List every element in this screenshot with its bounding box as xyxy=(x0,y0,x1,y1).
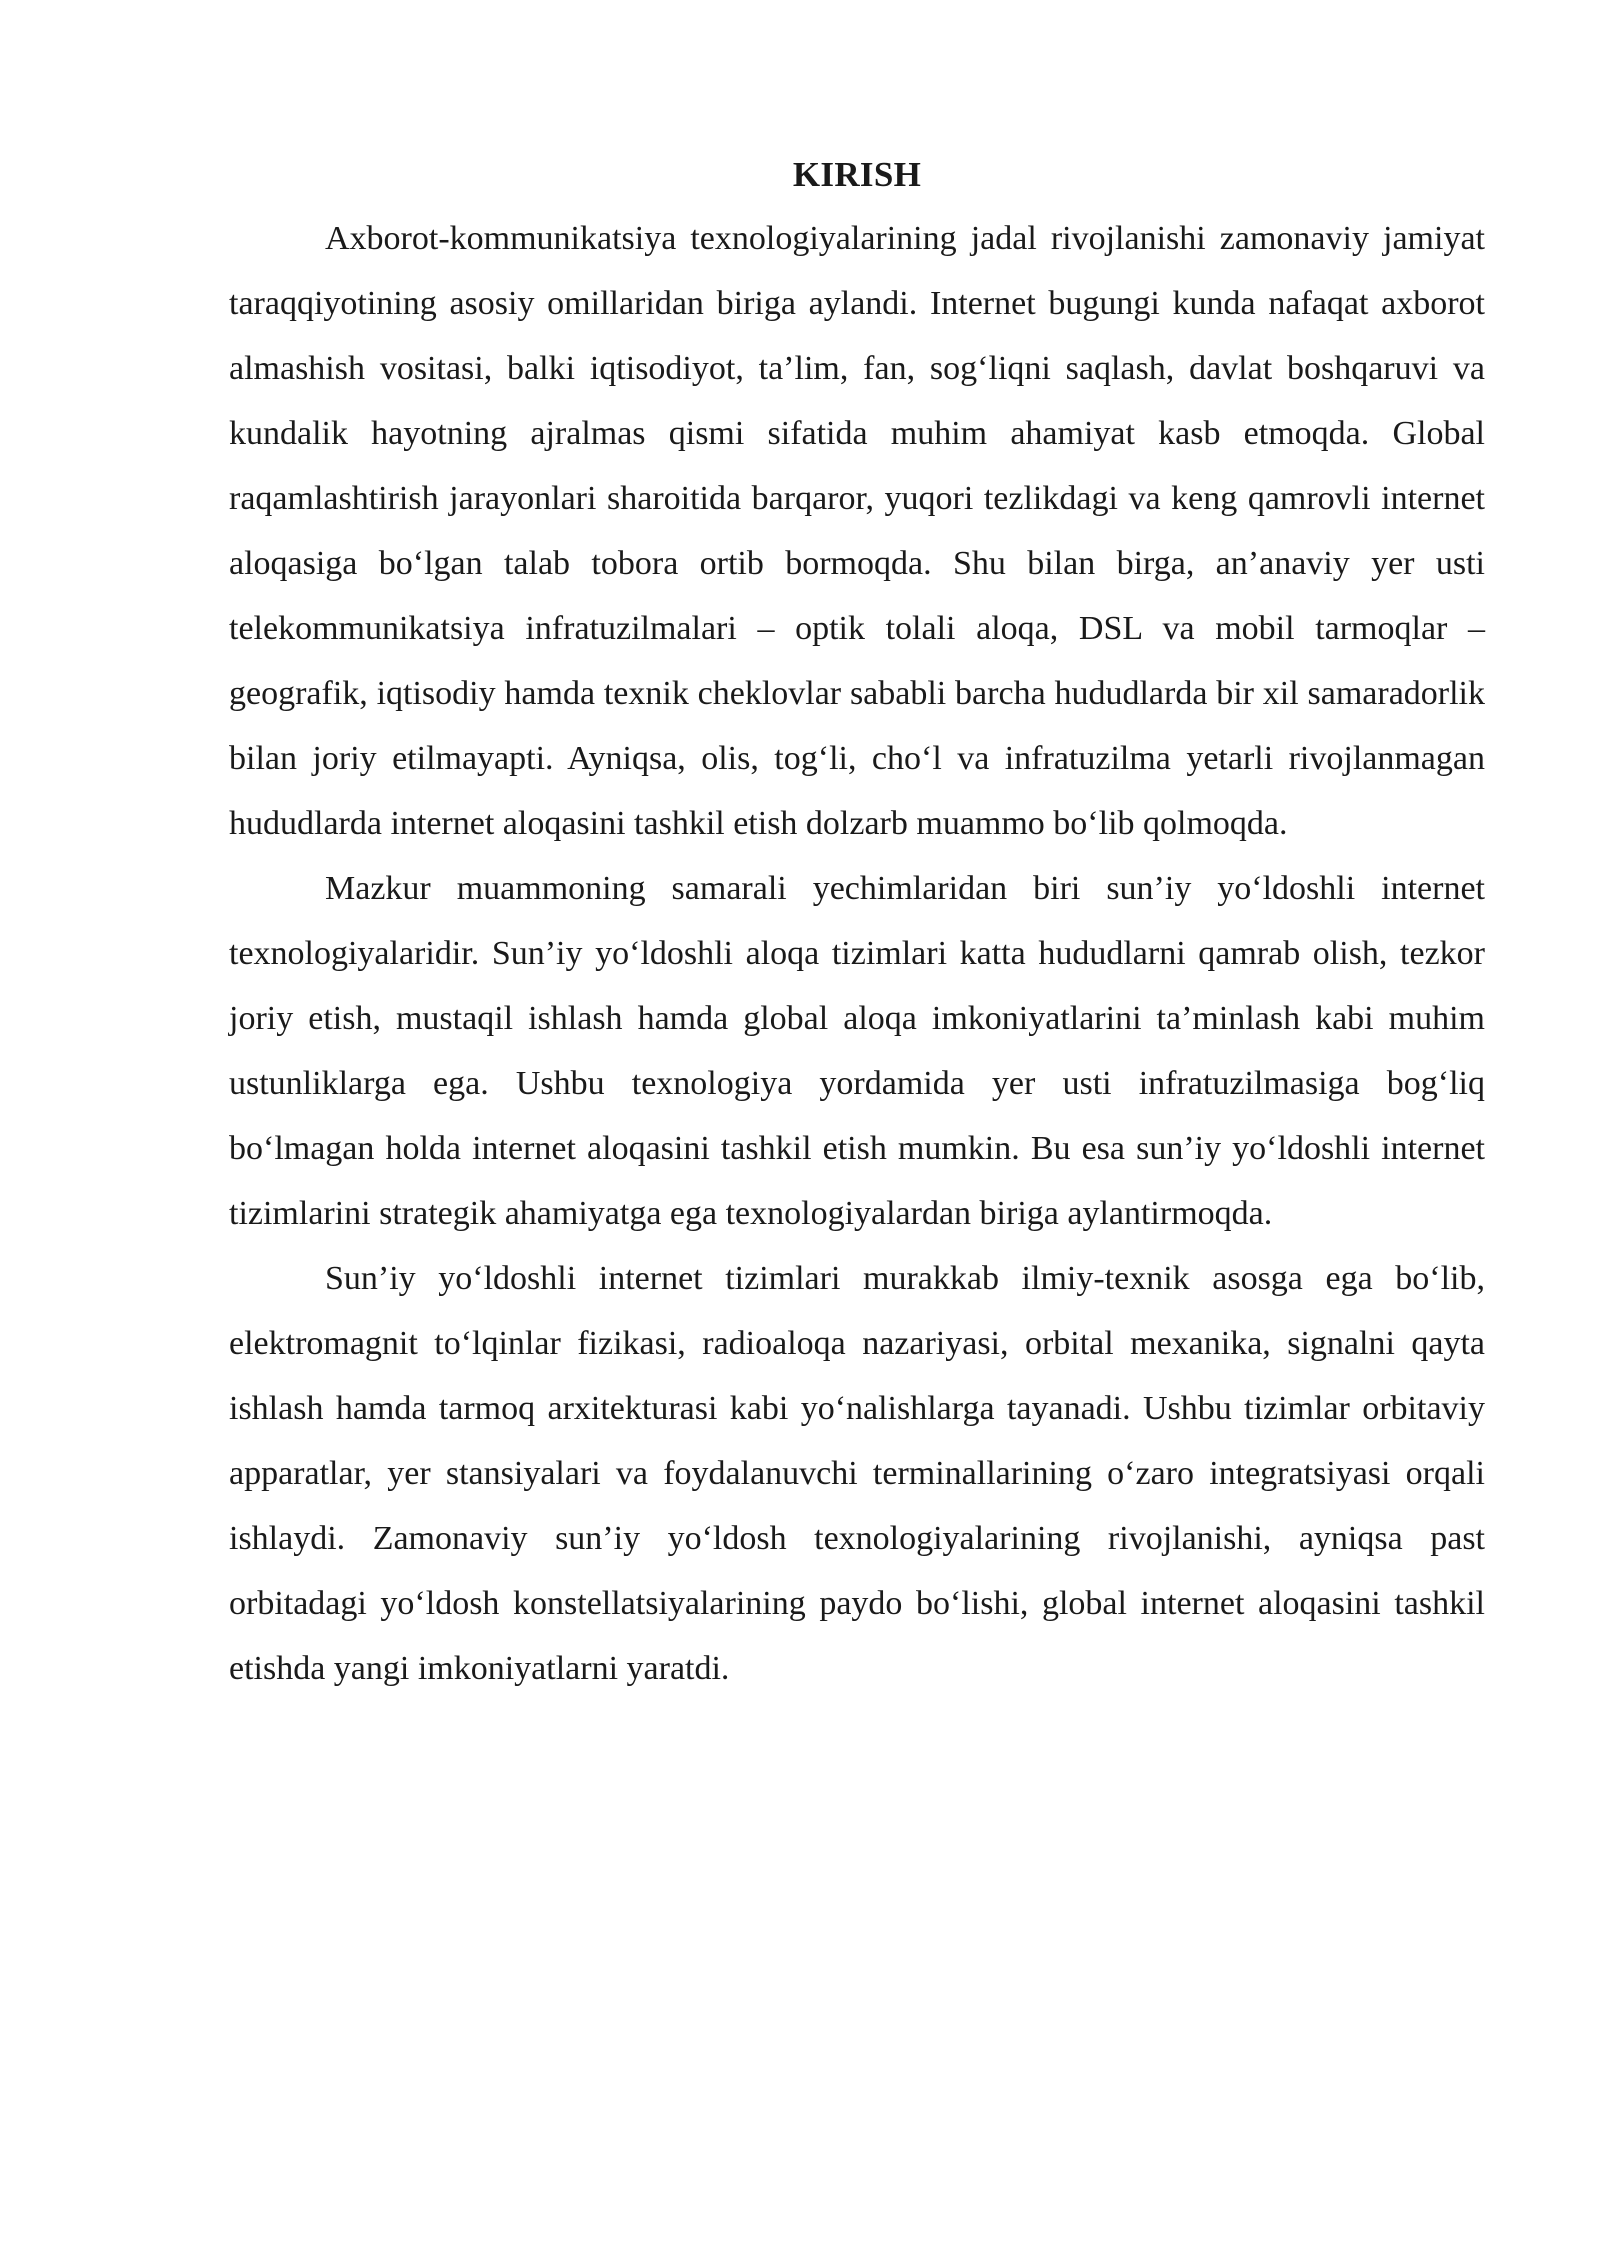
paragraph-3: Sun’iy yo‘ldoshli internet tizimlari murakkab ilmiy-texnik asosga ega bo‘lib, elektromagnit to‘lqinlar fizikasi, radioaloqa nazariyasi, orbital mexanika, signalni qayta ishlash hamda tarmoq arxitekturasi kabi yo‘nalishlarga tayanadi. Ushbu tizimlar orbitaviy apparatlar, yer stansiyalari va foydalanuvchi terminallarining o‘zaro integratsiyasi orqali ishlaydi. Zamonaviy sun’iy yo‘ldosh texnologiyalarining rivojlanishi, ayniqsa past orbitadagi yo‘ldosh konstellatsiyalarining paydo bo‘lishi, global internet aloqasini tashkil etishda yangi imkoniyatlarni yaratdi. xyxy=(229,1260,1485,1687)
paragraph-2: Mazkur muammoning samarali yechimlaridan biri sun’iy yo‘ldoshli internet texnologiyalaridir. Sun’iy yo‘ldoshli aloqa tizimlari katta hududlarni qamrab olish, tezkor joriy etish, mustaqil ishlash hamda global aloqa imkoniyatlarini ta’minlash kabi muhim ustunliklarga ega. Ushbu texnologiya yordamida yer usti infratuzilmasiga bog‘liq bo‘lmagan holda internet aloqasini tashkil etish mumkin. Bu esa sun’iy yo‘ldoshli internet tizimlarini strategik ahamiyatga ega texnologiyalardan biriga aylantirmoqda. xyxy=(229,870,1485,1232)
document-page xyxy=(229,148,1485,1701)
section-title: KIRISH xyxy=(792,155,922,194)
paragraph-1: Axborot-kommunikatsiya texnologiyalarining jadal rivojlanishi zamonaviy jamiyat taraqqiyotining asosiy omillaridan biriga aylandi. Internet bugungi kunda nafaqat axborot almashish vositasi, balki iqtisodiyot, ta’lim, fan, sog‘liqni saqlash, davlat boshqaruvi va kundalik hayotning ajralmas qismi sifatida muhim ahamiyat kasb etmoqda. Global raqamlashtirish jarayonlari sharoitida barqaror, yuqori tezlikdagi va keng qamrovli internet aloqasiga bo‘lgan talab tobora ortib bormoqda. Shu bilan birga, an’anaviy yer usti telekommunikatsiya infratuzilmalari – optik tolali aloqa, DSL va mobil tarmoqlar – geografik, iqtisodiy hamda texnik cheklovlar sababli barcha hududlarda bir xil samaradorlik bilan joriy etilmayapti. Ayniqsa, olis, tog‘li, cho‘l va infratuzilma yetarli rivojlanmagan hududlarda internet aloqasini tashkil etish dolzarb muammo bo‘lib qolmoqda. xyxy=(229,220,1485,842)
